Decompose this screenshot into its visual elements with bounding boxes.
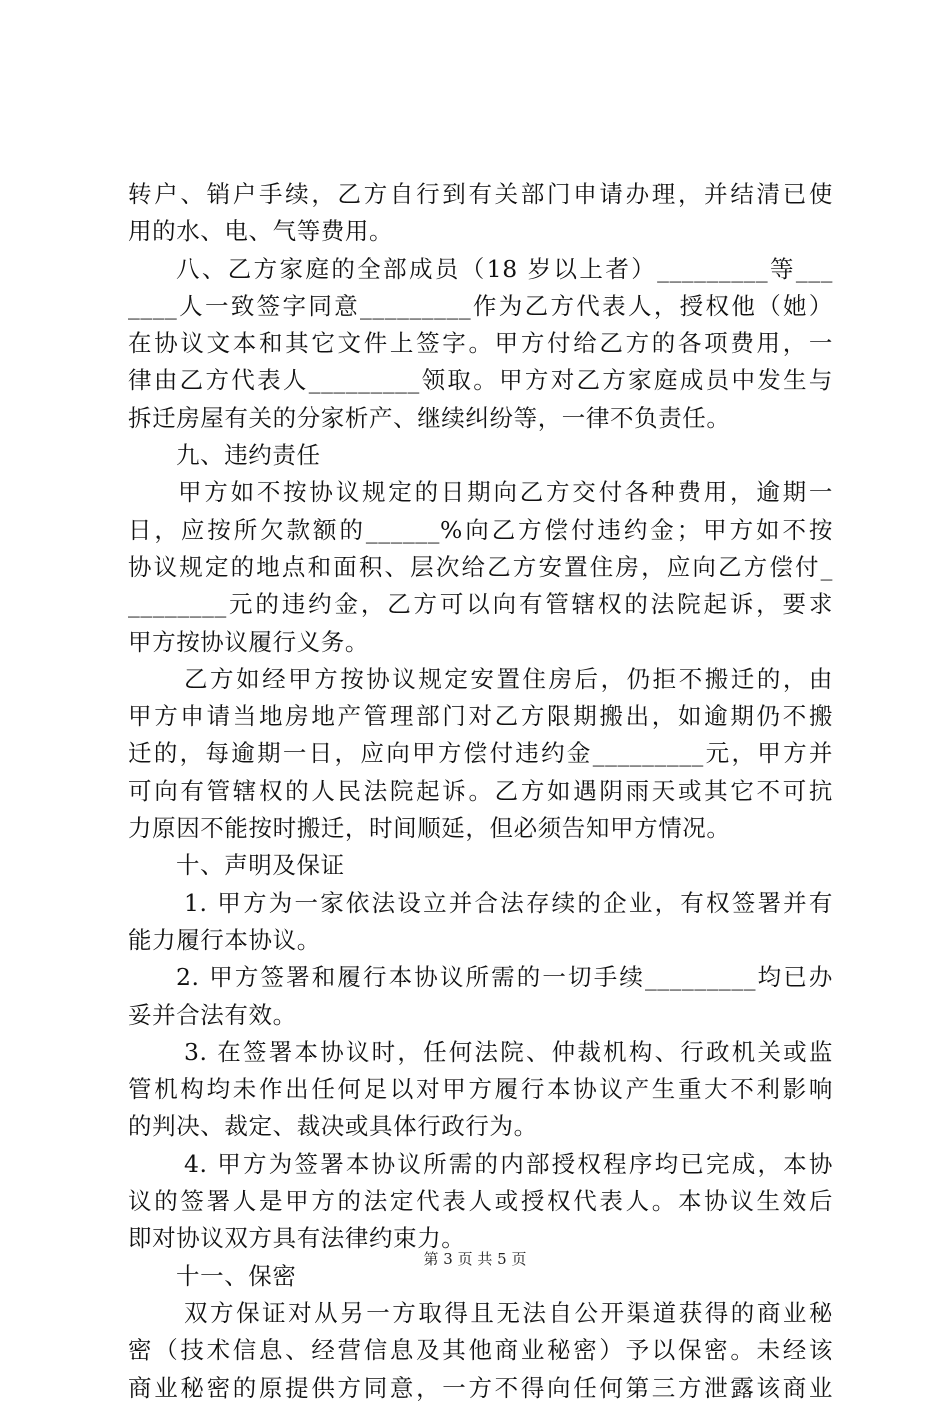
text-line: ____人一致签字同意_________作为乙方代表人，授权他（她） (128, 291, 833, 320)
text-line: ________元的违约金，乙方可以向有管辖权的法院起诉，要求 (128, 590, 833, 619)
text-line: 3. 在签署本协议时，任何法院、仲裁机构、行政机关或监 (184, 1037, 833, 1066)
page-number-footer: 第 3 页 共 5 页 (423, 1250, 527, 1268)
text-line: 妥并合法有效。 (128, 1000, 297, 1029)
text-line: 用的水、电、气等费用。 (128, 217, 394, 246)
text-line: 转户、销户手续，乙方自行到有关部门申请办理，并结清已使 (128, 180, 833, 208)
document-body (128, 176, 833, 1407)
text-line: 1. 甲方为一家依法设立并合法存续的企业，有权签署并有 (184, 888, 833, 917)
text-line: 在协议文本和其它文件上签字。甲方付给乙方的各项费用，一 (128, 329, 833, 358)
text-line: 律由乙方代表人_________领取。甲方对乙方家庭成员中发生与 (128, 366, 833, 395)
section-heading: 十一、保密 (176, 1261, 297, 1290)
clause-heading: 八、乙方家庭的全部成员（18 岁以上者）_________等___ (176, 254, 833, 283)
text-line: 可向有管辖权的人民法院起诉。乙方如遇阴雨天或其它不可抗 (128, 776, 833, 805)
text-line: 甲方按协议履行义务。 (128, 627, 369, 656)
text-line: 密（技术信息、经营信息及其他商业秘密）予以保密。未经该 (128, 1336, 833, 1365)
text-line: 4. 甲方为签署本协议所需的内部授权程序均已完成，本协 (184, 1149, 833, 1178)
text-line: 即对协议双方具有法律约束力。 (128, 1224, 466, 1253)
section-heading: 十、声明及保证 (176, 851, 345, 880)
text-line: 能力履行本协议。 (128, 925, 321, 954)
text-line: 力原因不能按时搬迁，时间顺延，但必须告知甲方情况。 (128, 814, 731, 843)
text-line: 管机构均未作出任何足以对甲方履行本协议产生重大不利影响 (128, 1075, 833, 1104)
text-line: 的判决、裁定、裁决或具体行政行为。 (128, 1112, 538, 1141)
text-line: 乙方如经甲方按协议规定安置住房后，仍拒不搬迁的，由 (184, 664, 833, 693)
section-heading: 九、违约责任 (176, 441, 321, 470)
text-line: 迁的，每逾期一日，应向甲方偿付违约金_________元，甲方并 (128, 739, 833, 768)
text-line: 商业秘密的原提供方同意，一方不得向任何第三方泄露该商业 (128, 1373, 833, 1402)
text-line: 日，应按所欠款额的______%向乙方偿付违约金；甲方如不按 (128, 515, 833, 544)
text-line: 2. 甲方签署和履行本协议所需的一切手续_________均已办 (176, 963, 833, 992)
text-line: 议的签署人是甲方的法定代表人或授权代表人。本协议生效后 (128, 1187, 833, 1216)
text-line: 拆迁房屋有关的分家析产、继续纠纷等，一律不负责任。 (128, 403, 731, 432)
text-line: 甲方申请当地房地产管理部门对乙方限期搬出，如逾期仍不搬 (128, 702, 833, 731)
text-line: 甲方如不按协议规定的日期向乙方交付各种费用，逾期一 (178, 478, 833, 507)
text-line: 协议规定的地点和面积、层次给乙方安置住房，应向乙方偿付_ (128, 552, 833, 581)
text-line: 双方保证对从另一方取得且无法自公开渠道获得的商业秘 (184, 1298, 833, 1327)
